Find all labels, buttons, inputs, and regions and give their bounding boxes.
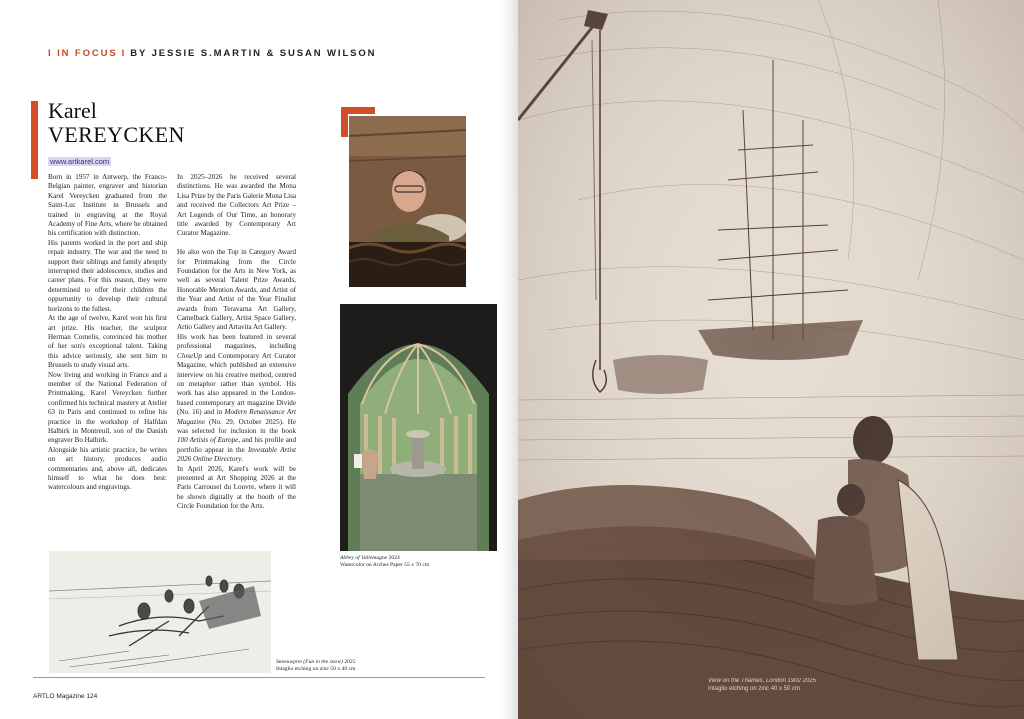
article-header bbox=[48, 48, 376, 59]
header-separator: I bbox=[121, 48, 127, 59]
byline: BY JESSIE S.MARTIN & SUSAN WILSON bbox=[130, 48, 377, 59]
paragraph: At the age of twelve, Karel won his first art prize. His teacher, the sculptor Herman Cornelis, convinced his mother of her son's exceptional talent. Taking this advice seriously, she sent him to Brussels to study visual arts. bbox=[48, 314, 167, 370]
caption-title-line bbox=[708, 677, 816, 685]
paragraph: Born in 1957 in Antwerp, the Franco-Belgian painter, engraver and historian Karel Vereycken graduated from the Saint-Luc Institute in Brussels and trained in engraving at the Royal Academy of Fine Arts, where he obtained his certification with distinction. bbox=[48, 173, 167, 238]
book-title: 100 Artists of Europe bbox=[177, 436, 239, 445]
directory-title: Investable Artist 2026 Online Directory bbox=[177, 445, 296, 464]
text-run: and Contemporary Art Curator Magazine, which published an extensive interview on his creative method, centred on metaphor rather than symbol. His work has also appeared in the London-based contemporary art magazine Divide (No. 16) and in bbox=[177, 351, 296, 417]
snow-caption bbox=[276, 659, 356, 673]
abbey-caption bbox=[340, 555, 429, 569]
artwork-year: 2024 bbox=[387, 555, 400, 561]
publication-title: Modern Renaissance Art Magazine bbox=[177, 408, 296, 426]
publication-title: CloseUp bbox=[177, 351, 202, 360]
paragraph: In April 2026, Karel's work will be presented at Art Shopping 2026 at the Paris Carrousel du Louvre, where it will be shown digitally at the booth of the Circle Foundation for the Arts. bbox=[177, 464, 296, 511]
artwork-year: 2025 bbox=[800, 678, 816, 684]
magazine-page-footer: ARTLO Magazine 124 bbox=[33, 693, 98, 700]
artwork-year: 2025 bbox=[342, 659, 356, 665]
artwork-title: View on the Thames, London 1902 bbox=[708, 678, 801, 684]
paragraph bbox=[177, 333, 296, 465]
caption-title-line bbox=[340, 555, 429, 562]
abbey-painting-image bbox=[340, 304, 497, 551]
article-column-1 bbox=[48, 173, 167, 493]
article-column-2 bbox=[177, 173, 296, 512]
paragraph: Now living and working in France and a member of the National Federation of Printmaking, Karel Vereycken further confirmed his technical mastery at Atelier 63 in Paris and continued to refine his practice in the workshop of Halfdan Halbirk in Montreuil, son of the Danish engraver Bo Halbirk. bbox=[48, 370, 167, 445]
paragraph: In 2025–2026 he received several distinctions. He was awarded the Mona Lisa Prize by the Paris Galerie Mona Lisa and received the Collectors Art Prize – Art Legends of Our Time, an honorary title awarded by Contemporary Art Curator Magazine. bbox=[177, 173, 296, 238]
name-accent-bar bbox=[31, 101, 38, 179]
artist-first-name: Karel bbox=[48, 98, 97, 123]
artist-portrait-photo bbox=[349, 116, 466, 287]
page-gutter bbox=[500, 0, 518, 719]
thames-caption bbox=[708, 677, 816, 693]
paragraph: Alongside his artistic practice, he writes on art history, produces audio commentaries and, above all, dedicates himself to what he does best: watercolours and engravings. bbox=[48, 445, 167, 492]
artwork-medium: Intaglio etching on zinc 50 x 40 cm bbox=[276, 666, 356, 672]
thames-etching-image bbox=[518, 0, 1024, 719]
text-run: . bbox=[241, 455, 244, 464]
text-run: , and his profile and portfolio appear in the bbox=[177, 436, 296, 454]
artwork-medium: Intaglio etching on zinc 40 x 50 cm bbox=[708, 686, 801, 692]
artwork-medium: Watercolor on Arches Paper 55 x 70 cm bbox=[340, 562, 430, 568]
footer-divider bbox=[33, 677, 485, 678]
paragraph: He also won the Top in Category Award for Printmaking from the Circle Foundation for the Arts in New York, as well as several Talent Prize Awards, Honorable Mention Awards, and Artist of the Year and Artist of the Year Finalist awards from Teravarna Art Gallery, Camelback Gallery, Artist Space Gallery, Artio Gallery and Artavita Art Gallery. bbox=[177, 248, 296, 332]
section-label: I IN FOCUS bbox=[48, 48, 118, 59]
artist-last-name: VEREYCKEN bbox=[48, 122, 185, 147]
artist-website-link[interactable]: www.artkarel.com bbox=[50, 157, 110, 166]
artwork-title: Sneeuwpret (Fun in the snow) bbox=[276, 659, 343, 665]
caption-title-line bbox=[276, 659, 356, 666]
paragraph: His parents worked in the port and ship repair industry. The war and the need to support their siblings and family abruptly interrupted their adolescence, studies and career plans. For this reason, they were determined to offer their children the opportunity to develop their cultural horizons to the fullest. bbox=[48, 238, 167, 313]
text-run: His work has been featured in several professional magazines, including bbox=[177, 332, 296, 351]
text-run: (No. 29, October 2025). He was selected for inclusion in the book bbox=[177, 417, 296, 435]
artwork-title: Abbey of Vallemagne bbox=[340, 555, 388, 561]
snow-etching-image bbox=[49, 551, 271, 673]
